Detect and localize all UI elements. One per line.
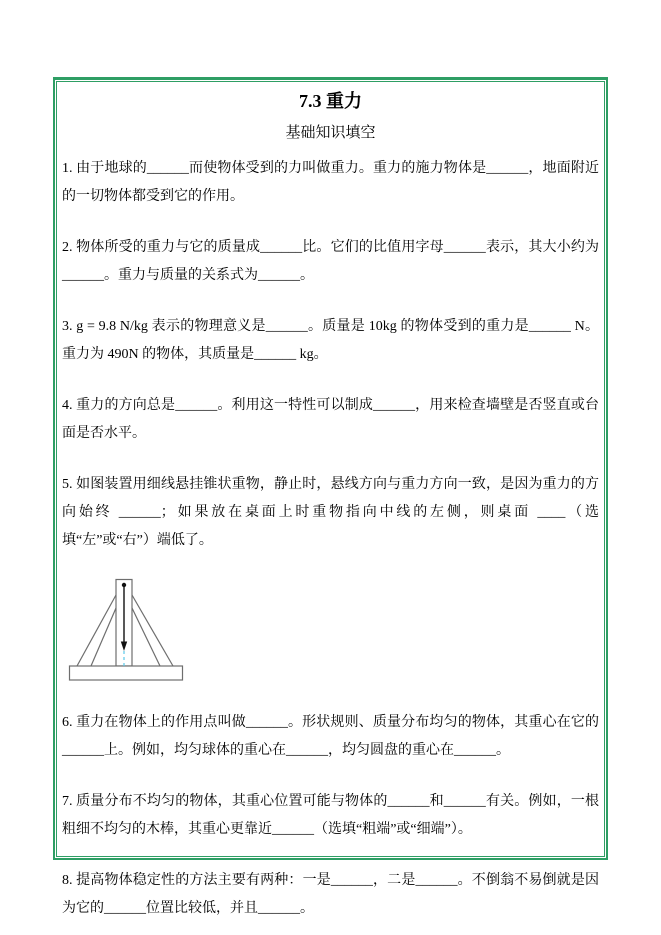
page-border-inner [56,81,605,916]
page-title: 7.3 重力 [299,91,362,111]
question-5: 5. 如图装置用细线悬挂锥状重物，静止时，悬线方向与重力方向一致，是因为重力的方向始终 ______；如果放在桌面上时重物指向中线的左侧，则桌面 ____（选填“左”或“右”）端低了。 [62,477,599,548]
stand-right-outer-leg [132,595,173,666]
question-2: 2. 物体所受的重力与它的质量成______比。它们的比值用字母______表示，其大小约为______。重力与质量的关系式为______。 [62,240,599,283]
question-3: 3. g = 9.8 N/kg 表示的物理意义是______。质量是 10kg 的物体受到的重力是______ N。重力为 490N 的物体，其质量是______ kg。 [62,319,599,362]
plumb-bob-figure [68,578,599,682]
section-subtitle: 基础知识填空 [285,125,376,141]
plumb-bob-stand-icon [68,578,184,682]
worksheet-content [57,82,604,923]
stand-base [70,666,183,680]
question-8: 8. 提高物体稳定性的方法主要有两种：一是______，二是______。不倒翁不易倒就是因为它的______位置比较低，并且______。 [62,873,599,916]
question-7: 7. 质量分布不均匀的物体，其重心位置可能与物体的______和______有关。例如，一根粗细不均匀的木棒，其重心更靠近______（选填“粗端”或“细端”）。 [62,794,599,837]
question-6: 6. 重力在物体上的作用点叫做______。形状规则、质量分布均匀的物体，其重心在它的______上。例如，均匀球体的重心在______，均匀圆盘的重心在______。 [62,715,599,758]
stand-left-outer-leg [77,595,116,666]
page-border [53,77,608,916]
question-4: 4. 重力的方向总是______。利用这一特性可以制成______，用来检查墙壁是否竖直或台面是否水平。 [62,398,599,441]
question-1: 1. 由于地球的______而使物体受到的力叫做重力。重力的施力物体是______，地面附近的一切物体都受到它的作用。 [62,161,599,204]
